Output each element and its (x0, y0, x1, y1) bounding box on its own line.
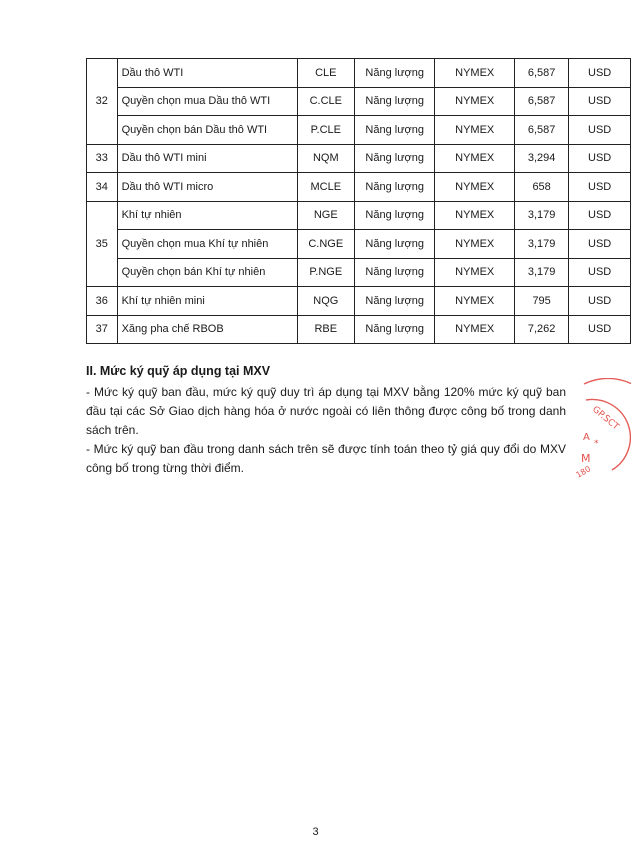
stamp-text-mid-2: M (581, 452, 591, 465)
stamp-star: * (594, 439, 599, 449)
product-name: Khí tự nhiên (117, 201, 297, 230)
exchange-name: NYMEX (435, 173, 515, 202)
row-number: 32 (87, 59, 118, 145)
margin-table (86, 58, 631, 344)
product-group: Năng lượng (354, 287, 434, 316)
section-paragraph-1: - Mức ký quỹ ban đầu, mức ký quỹ duy trì áp dụng tại MXV bằng 120% mức ký quỹ ban đầu tại các Sở Giao dịch hàng hóa ở nước ngoài có liên thông được công bố trong danh sách trên. (86, 385, 566, 437)
exchange-name: NYMEX (435, 258, 515, 287)
margin-value: 3,179 (515, 258, 569, 287)
product-name: Quyền chọn bán Dầu thô WTI (117, 116, 297, 145)
product-code: C.CLE (297, 87, 354, 116)
stamp-text-top: GP.SCT (590, 404, 621, 433)
page-number: 3 (312, 826, 319, 838)
stamp-text-bottom: 180 (574, 464, 593, 480)
product-name: Quyền chọn bán Khí tự nhiên (117, 258, 297, 287)
table-row (87, 87, 631, 116)
product-name: Khí tự nhiên mini (117, 287, 297, 316)
row-number: 35 (87, 201, 118, 287)
product-group: Năng lượng (354, 173, 434, 202)
row-number: 34 (87, 173, 118, 202)
product-name: Dầu thô WTI mini (117, 144, 297, 173)
product-name: Quyền chọn mua Dầu thô WTI (117, 87, 297, 116)
margin-value: 3,179 (515, 201, 569, 230)
table-row (87, 116, 631, 145)
product-code: NQM (297, 144, 354, 173)
exchange-name: NYMEX (435, 116, 515, 145)
product-group: Năng lượng (354, 59, 434, 88)
table-row (87, 287, 631, 316)
currency-unit: USD (569, 201, 631, 230)
section-heading: II. Mức ký quỹ áp dụng tại MXV (86, 364, 271, 378)
currency-unit: USD (569, 116, 631, 145)
product-code: C.NGE (297, 230, 354, 259)
product-group: Năng lượng (354, 87, 434, 116)
margin-table-body (87, 59, 631, 344)
product-group: Năng lượng (354, 116, 434, 145)
exchange-name: NYMEX (435, 87, 515, 116)
product-group: Năng lượng (354, 144, 434, 173)
table-row (87, 315, 631, 344)
product-name: Xăng pha chế RBOB (117, 315, 297, 344)
margin-section (86, 362, 566, 478)
currency-unit: USD (569, 173, 631, 202)
product-code: MCLE (297, 173, 354, 202)
exchange-name: NYMEX (435, 315, 515, 344)
margin-value: 7,262 (515, 315, 569, 344)
table-row (87, 173, 631, 202)
margin-value: 6,587 (515, 59, 569, 88)
margin-value: 795 (515, 287, 569, 316)
currency-unit: USD (569, 144, 631, 173)
table-row (87, 258, 631, 287)
table-row (87, 144, 631, 173)
product-group: Năng lượng (354, 258, 434, 287)
section-paragraph-2: - Mức ký quỹ ban đầu trong danh sách trên sẽ được tính toán theo tỷ giá quy đổi do MXV công bố trong từng thời điểm. (86, 442, 566, 475)
exchange-name: NYMEX (435, 287, 515, 316)
table-row (87, 201, 631, 230)
currency-unit: USD (569, 87, 631, 116)
currency-unit: USD (569, 287, 631, 316)
exchange-name: NYMEX (435, 144, 515, 173)
margin-value: 3,179 (515, 230, 569, 259)
product-code: NGE (297, 201, 354, 230)
product-name: Quyền chọn mua Khí tự nhiên (117, 230, 297, 259)
exchange-name: NYMEX (435, 201, 515, 230)
product-group: Năng lượng (354, 230, 434, 259)
product-code: RBE (297, 315, 354, 344)
official-seal-stamp (572, 378, 631, 488)
product-code: CLE (297, 59, 354, 88)
row-number: 36 (87, 287, 118, 316)
product-code: P.CLE (297, 116, 354, 145)
product-group: Năng lượng (354, 315, 434, 344)
margin-value: 658 (515, 173, 569, 202)
currency-unit: USD (569, 230, 631, 259)
product-code: P.NGE (297, 258, 354, 287)
table-row (87, 59, 631, 88)
currency-unit: USD (569, 59, 631, 88)
table-row (87, 230, 631, 259)
currency-unit: USD (569, 315, 631, 344)
margin-value: 3,294 (515, 144, 569, 173)
product-name: Dầu thô WTI (117, 59, 297, 88)
margin-value: 6,587 (515, 87, 569, 116)
margin-value: 6,587 (515, 116, 569, 145)
exchange-name: NYMEX (435, 230, 515, 259)
stamp-text-mid-1: A (583, 432, 590, 443)
product-name: Dầu thô WTI micro (117, 173, 297, 202)
currency-unit: USD (569, 258, 631, 287)
row-number: 33 (87, 144, 118, 173)
product-code: NQG (297, 287, 354, 316)
product-group: Năng lượng (354, 201, 434, 230)
row-number: 37 (87, 315, 118, 344)
exchange-name: NYMEX (435, 59, 515, 88)
